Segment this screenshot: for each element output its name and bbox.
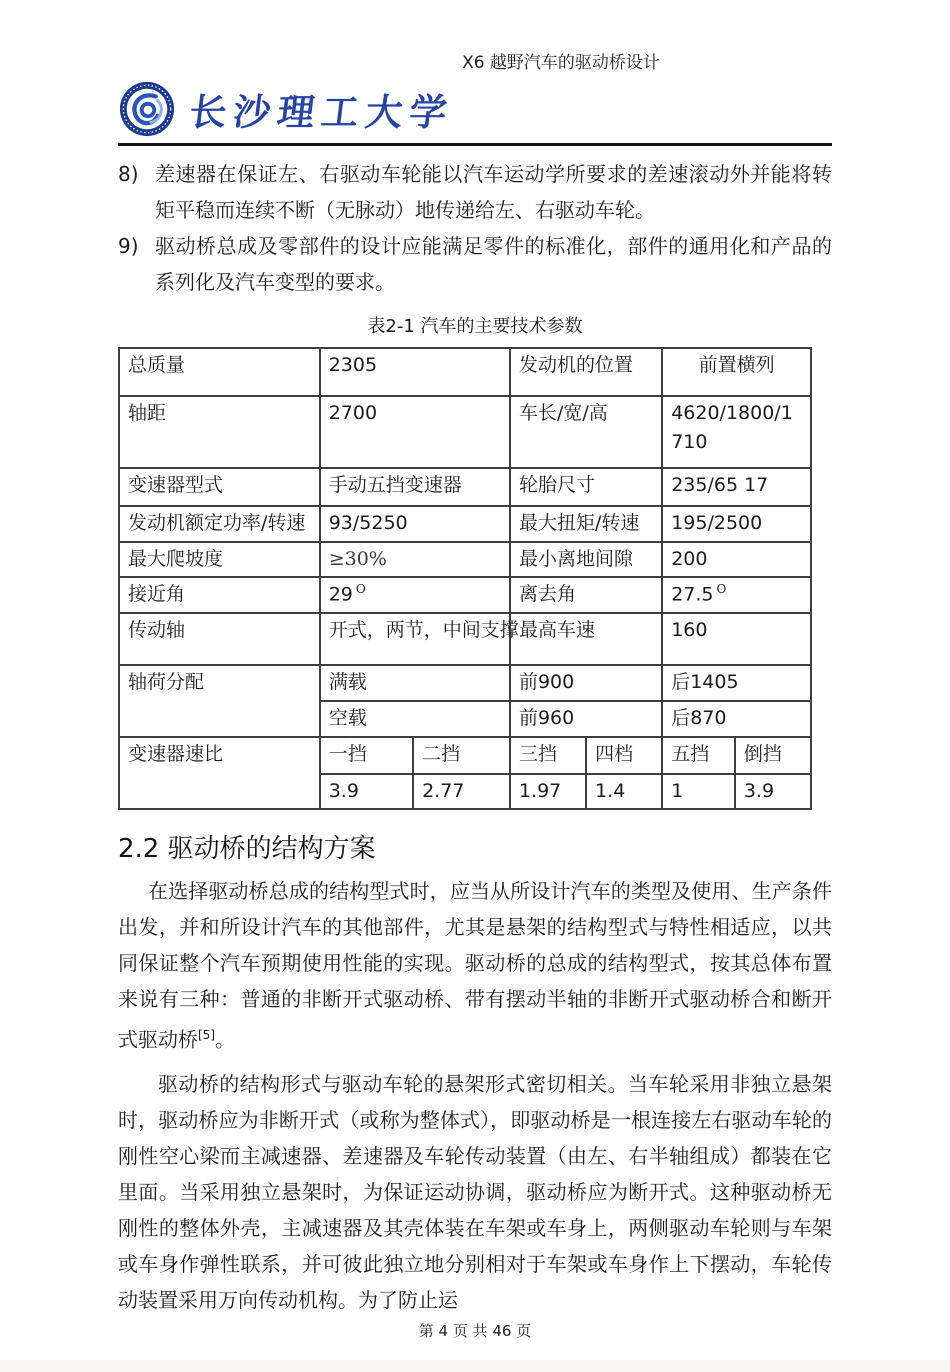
gear-ratio: 3.9 <box>735 774 811 809</box>
param-label: 轴距 <box>119 396 320 468</box>
table-caption: 表2-1 汽车的主要技术参数 <box>367 316 583 337</box>
requirements-list <box>118 156 832 300</box>
param-label: 最大爬坡度 <box>119 542 320 577</box>
paragraph-text: 在选择驱动桥总成的结构型式时，应当从所设计汽车的类型及使用、生产条件出发，并和所设计汽车的其他部件，尤其是悬架的结构型式与特性相适应，以共同保证整个汽车预期使用性能的实现。驱动桥的总成的结构型式，按其总体布置来说有三种：普通的非断开式驱动桥、带有摆动半轴的非断开式驱动桥合和断开式驱动桥 <box>118 879 832 1052</box>
university-emblem-icon <box>118 80 176 138</box>
param-value: 235/65 17 <box>662 468 811 506</box>
vehicle-parameters-table <box>118 347 812 810</box>
param-value: 29 $^O$ <box>320 577 510 613</box>
param-label: 发动机的位置 <box>510 348 662 396</box>
param-label: 轴荷分配 <box>119 665 320 736</box>
param-label: 发动机额定功率/转速 <box>119 506 320 542</box>
degree-superscript: O <box>355 582 366 597</box>
param-value: 93/5250 <box>320 506 510 542</box>
list-item <box>118 156 832 228</box>
param-value: 160 <box>662 613 811 665</box>
page-bottom-edge <box>0 1360 950 1372</box>
header-divider <box>118 143 832 146</box>
param-value: 2305 <box>320 348 510 396</box>
gear-header: 五挡 <box>662 737 735 774</box>
gear-ratio: 3.9 <box>320 774 413 809</box>
table-row <box>119 542 811 577</box>
param-label: 最大扭矩/转速 <box>510 506 662 542</box>
param-label: 最小离地间隙 <box>510 542 662 577</box>
param-value: ≥30% <box>320 542 510 577</box>
table-row <box>119 577 811 613</box>
table-row <box>119 665 811 701</box>
param-value: 前960 <box>510 701 662 736</box>
list-item-number: 8) <box>118 162 139 186</box>
page-number: 第 4 页 共 46 页 <box>418 1321 532 1340</box>
list-item-text: 差速器在保证左、右驱动车轮能以汽车运动学所要求的差速滚动外并能将转矩平稳而连续不断（无脉动）地传递给左、右驱动车轮。 <box>155 162 832 222</box>
document-page <box>0 52 950 1341</box>
university-name: 长沙理工大学 <box>186 90 457 134</box>
param-value: 开式，两节，中间支撑 <box>320 613 510 665</box>
gear-ratio: 1 <box>662 774 735 809</box>
gear-header: 倒挡 <box>735 737 811 774</box>
table-row <box>119 737 811 774</box>
param-label: 接近角 <box>119 577 320 613</box>
param-value: 前900 <box>510 665 662 701</box>
list-item-text: 驱动桥总成及零部件的设计应能满足零件的标准化，部件的通用化和产品的系列化及汽车变型的要求。 <box>155 234 832 294</box>
table-row <box>119 506 811 542</box>
university-logo <box>118 78 832 140</box>
paragraph-text: 。 <box>215 1027 235 1052</box>
gear-ratio: 1.97 <box>510 774 586 809</box>
param-value: 4620/1800/1710 <box>662 396 811 468</box>
gear-ratio: 2.77 <box>413 774 510 809</box>
param-label: 轮胎尺寸 <box>510 468 662 506</box>
gear-header: 二挡 <box>413 737 510 774</box>
param-label: 传动轴 <box>119 613 320 665</box>
gear-header: 一挡 <box>320 737 413 774</box>
body-paragraph: 驱动桥的结构形式与驱动车轮的悬架形式密切相关。当车轮采用非独立悬架时，驱动桥应为非断开式（或称为整体式），即驱动桥是一根连接左右驱动车轮的刚性空心梁而主减速器、差速器及车轮传动装置（由左、右半轴组成）都装在它里面。当采用独立悬架时，为保证运动协调，驱动桥应为断开式。这种驱动桥无刚性的整体外壳，主减速器及其壳体装在车架或车身上，两侧驱动车轮则与车架或车身作弹性联系，并可彼此独立地分别相对于车架或车身作上下摆动，车轮传动装置采用万向传动机构。为了防止运 <box>118 1071 832 1312</box>
param-value: 后870 <box>662 701 811 736</box>
list-item-number: 9) <box>118 234 139 258</box>
param-sublabel: 满载 <box>320 665 510 701</box>
degree-superscript: O <box>716 582 727 597</box>
param-label: 变速器型式 <box>119 468 320 506</box>
table-row <box>119 348 811 396</box>
param-value: 195/2500 <box>662 506 811 542</box>
param-value: 手动五挡变速器 <box>320 468 510 506</box>
table-row <box>119 613 811 665</box>
gear-ratio: 1.4 <box>586 774 662 809</box>
citation-reference: [5] <box>198 1028 215 1043</box>
list-item <box>118 228 832 300</box>
param-value: 27.5 $^O$ <box>662 577 811 613</box>
gear-header: 四档 <box>586 737 662 774</box>
param-sublabel: 空载 <box>320 701 510 736</box>
param-value: 后1405 <box>662 665 811 701</box>
param-label: 变速器速比 <box>119 737 320 809</box>
param-label: 总质量 <box>119 348 320 396</box>
param-label: 离去角 <box>510 577 662 613</box>
param-value: 200 <box>662 542 811 577</box>
body-paragraph <box>118 873 832 1058</box>
table-row <box>119 468 811 506</box>
param-label: 最高车速 <box>510 613 662 665</box>
table-row <box>119 396 811 468</box>
gear-header: 三挡 <box>510 737 586 774</box>
param-label: 车长/宽/高 <box>510 396 662 468</box>
param-value: 2700 <box>320 396 510 468</box>
section-heading: 2.2 驱动桥的结构方案 <box>118 834 376 865</box>
param-value: 前置横列 <box>662 348 811 396</box>
header-running-title: X6 越野汽车的驱动桥设计 <box>462 53 660 73</box>
